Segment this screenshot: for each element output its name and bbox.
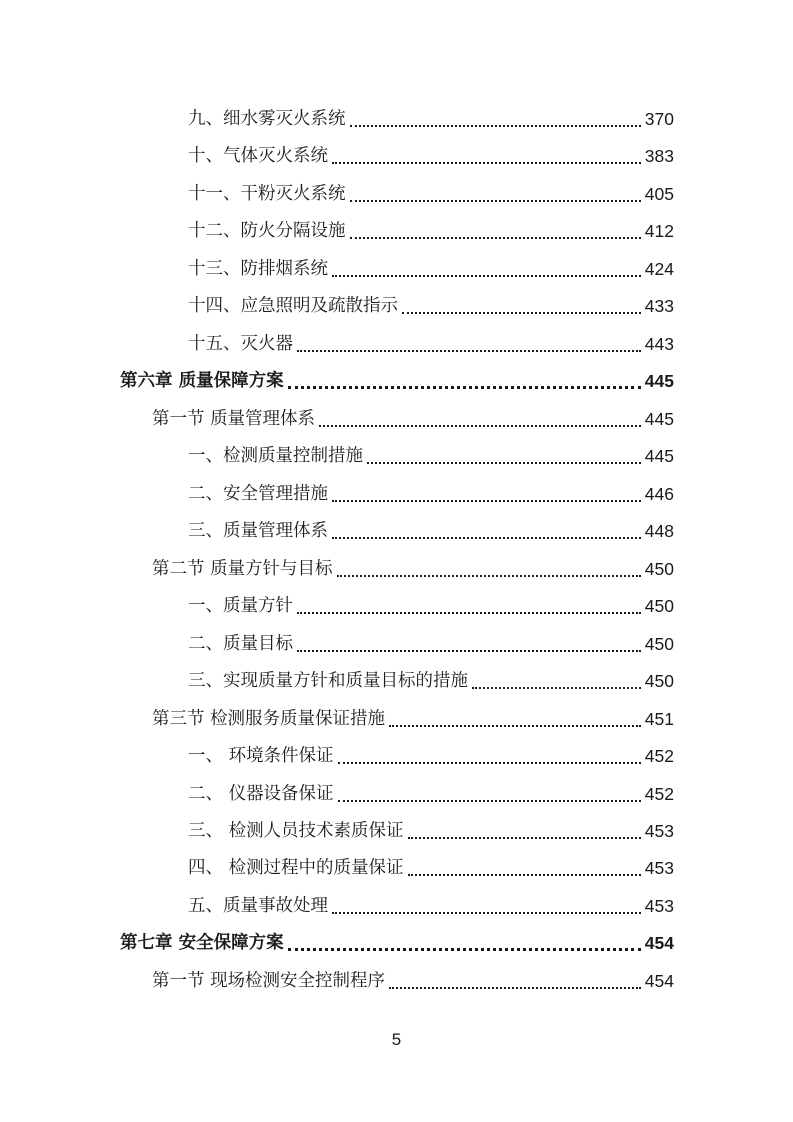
toc-chapter-entry[interactable]	[120, 928, 674, 958]
toc-entry[interactable]	[188, 479, 674, 509]
toc-entry[interactable]	[188, 141, 674, 171]
toc-entry-page: 454	[644, 971, 674, 991]
toc-entry-page: 452	[644, 784, 674, 804]
toc-entry-page: 450	[644, 634, 674, 654]
toc-dot-leader	[286, 366, 643, 396]
toc-entry-page: 405	[644, 184, 674, 204]
toc-dot-leader	[317, 404, 643, 434]
toc-entry-page: 370	[644, 109, 674, 129]
toc-entry-label: 三、实现质量方针和质量目标的措施	[188, 671, 468, 691]
toc-entry-page: 453	[644, 821, 674, 841]
toc-entry[interactable]	[188, 591, 674, 621]
toc-entry-label: 十一、干粉灭火系统	[188, 184, 346, 204]
toc-dot-leader	[470, 666, 643, 696]
toc-section-entry[interactable]	[152, 404, 674, 434]
toc-entry[interactable]	[188, 441, 674, 471]
toc-entry[interactable]	[188, 516, 674, 546]
toc-entry-page: 453	[644, 858, 674, 878]
toc-entry-page: 412	[644, 221, 674, 241]
toc-dot-leader	[295, 591, 643, 621]
toc-entry[interactable]	[188, 104, 674, 134]
toc-dot-leader	[330, 141, 643, 171]
toc-entry-page: 451	[644, 709, 674, 729]
toc-dot-leader	[400, 291, 643, 321]
toc-entry-page: 450	[644, 559, 674, 579]
toc-entry[interactable]	[188, 741, 674, 771]
toc-entry[interactable]	[188, 291, 674, 321]
toc-entry-page: 450	[644, 671, 674, 691]
toc-entry-label: 十、气体灭火系统	[188, 146, 328, 166]
toc-entry[interactable]	[188, 216, 674, 246]
toc-section-entry[interactable]	[152, 554, 674, 584]
toc-entry-label: 第一节 现场检测安全控制程序	[152, 971, 386, 991]
toc-entry[interactable]	[188, 254, 674, 284]
toc-entry-page: 446	[644, 484, 674, 504]
toc-dot-leader	[387, 704, 643, 734]
toc-entry-page: 433	[644, 296, 674, 316]
toc-dot-leader	[335, 554, 643, 584]
toc-entry-page: 383	[644, 146, 674, 166]
toc-entry-page: 445	[644, 409, 674, 429]
toc-entry-page: 450	[644, 596, 674, 616]
toc-dot-leader	[330, 891, 643, 921]
toc-entry-page: 445	[644, 371, 674, 391]
toc-entry-label: 第一节 质量管理体系	[152, 409, 316, 429]
page-number: 5	[391, 1030, 402, 1049]
toc-entry-label: 十二、防火分隔设施	[188, 221, 346, 241]
toc-entry-label: 二、 仪器设备保证	[188, 784, 334, 804]
toc-entry-label: 十四、应急照明及疏散指示	[188, 296, 398, 316]
toc-entry-label: 第三节 检测服务质量保证措施	[152, 709, 386, 729]
toc-dot-leader	[348, 216, 643, 246]
toc-entry[interactable]	[188, 629, 674, 659]
toc-entry-page: 454	[644, 933, 674, 953]
toc-dot-leader	[406, 816, 643, 846]
toc-dot-leader	[348, 179, 643, 209]
toc-entry-page: 452	[644, 746, 674, 766]
toc-entry-page: 453	[644, 896, 674, 916]
toc-entry-label: 第七章 安全保障方案	[120, 933, 284, 953]
toc-section-entry[interactable]	[152, 704, 674, 734]
toc-dot-leader	[365, 441, 643, 471]
toc-entry-label: 十三、防排烟系统	[188, 259, 328, 279]
toc-dot-leader	[387, 966, 643, 996]
toc-dot-leader	[295, 629, 643, 659]
toc-dot-leader	[330, 479, 643, 509]
toc-entry-page: 443	[644, 334, 674, 354]
toc-entry-label: 一、质量方针	[188, 596, 293, 616]
toc-entry[interactable]	[188, 666, 674, 696]
toc-chapter-entry[interactable]	[120, 366, 674, 396]
toc-dot-leader	[330, 254, 643, 284]
toc-entry[interactable]	[188, 329, 674, 359]
toc-entry-label: 九、细水雾灭火系统	[188, 109, 346, 129]
toc-entry-label: 第六章 质量保障方案	[120, 371, 284, 391]
toc-dot-leader	[295, 329, 643, 359]
toc-entry-label: 三、质量管理体系	[188, 521, 328, 541]
toc-entry-label: 一、 环境条件保证	[188, 746, 334, 766]
toc-entry-label: 三、 检测人员技术素质保证	[188, 821, 404, 841]
toc-dot-leader	[336, 779, 643, 809]
toc-dot-leader	[286, 928, 643, 958]
toc-entry[interactable]	[188, 779, 674, 809]
toc-entry[interactable]	[188, 816, 674, 846]
toc-entry[interactable]	[188, 179, 674, 209]
toc-dot-leader	[406, 853, 643, 883]
toc-entry-label: 一、检测质量控制措施	[188, 446, 363, 466]
toc-section-entry[interactable]	[152, 966, 674, 996]
toc-entry-page: 445	[644, 446, 674, 466]
toc-entry-page: 448	[644, 521, 674, 541]
toc-entry-label: 二、安全管理措施	[188, 484, 328, 504]
toc-entry-label: 四、 检测过程中的质量保证	[188, 858, 404, 878]
toc-entry-label: 五、质量事故处理	[188, 896, 328, 916]
toc-dot-leader	[330, 516, 643, 546]
toc-dot-leader	[348, 104, 643, 134]
toc-entry[interactable]	[188, 891, 674, 921]
toc-entry-label: 第二节 质量方针与目标	[152, 559, 333, 579]
toc-entry-label: 二、质量目标	[188, 634, 293, 654]
toc-entry[interactable]	[188, 853, 674, 883]
toc-entry-label: 十五、灭火器	[188, 334, 293, 354]
toc-entry-page: 424	[644, 259, 674, 279]
toc-dot-leader	[336, 741, 643, 771]
